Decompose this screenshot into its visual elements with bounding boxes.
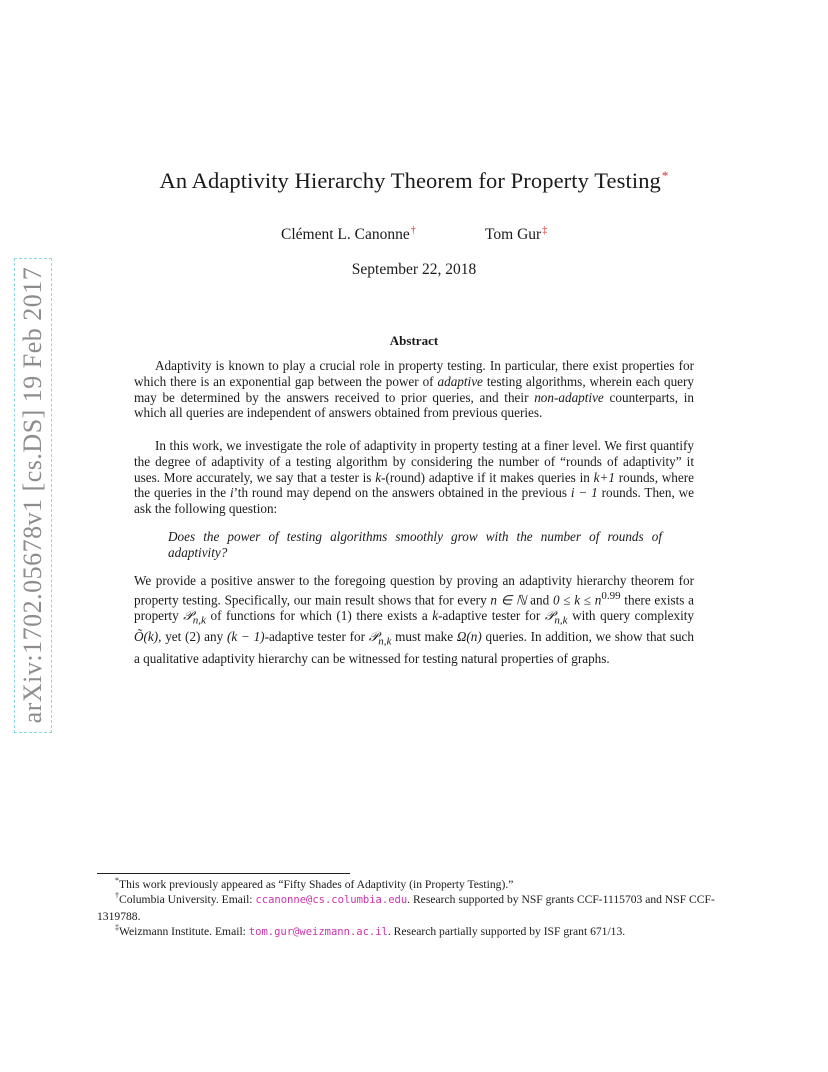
text-run: with query complexity: [567, 607, 694, 623]
math-k-plus-1: k+1: [593, 469, 615, 485]
text-run: We provide a positive answer to the foregoing question by proving an adaptivity hierarchy theorem for property testing. Specifically, our main result shows that for every: [134, 573, 694, 608]
math-k-range: 0 ≤ k ≤ n: [552, 592, 602, 608]
paper-title-text: An Adaptivity Hierarchy Theorem for Property Testing: [159, 168, 661, 193]
footnote-text: . Research partially supported by ISF grant 671/13.: [387, 924, 626, 938]
text-run: rounds, where the queries in the: [134, 469, 694, 501]
math-property-P: 𝒫: [544, 607, 555, 623]
math-subscript: n,k: [192, 614, 206, 627]
emphasis-adaptive: adaptive: [437, 373, 483, 389]
text-run: there exists a property: [134, 592, 694, 623]
abstract-paragraph-2: [134, 438, 694, 517]
text-run: -(round) adaptive if it makes queries in: [381, 469, 594, 485]
footnote-mark: †: [115, 891, 119, 901]
footnote-1: [97, 877, 731, 892]
author-name: Clément L. Canonne: [281, 226, 410, 243]
text-run: counterparts, in which all queries are independent of answers obtained from previous queries.: [134, 389, 694, 421]
text-run: rounds. Then, we ask the following question:: [134, 485, 694, 517]
footnote-divider: [97, 873, 350, 874]
publication-date: September 22, 2018: [351, 261, 477, 278]
math-k-minus-1: (k − 1): [226, 629, 265, 645]
research-question: Does the power of testing algorithms smoothly grow with the number of rounds of adaptivity?: [168, 529, 662, 560]
footnote-text: Weizmann Institute. Email:: [119, 924, 249, 938]
math-subscript: n,k: [554, 614, 568, 627]
abstract-paragraph-3: [134, 573, 694, 667]
title-footnote-mark[interactable]: *: [661, 167, 669, 183]
text-run: -adaptive tester for: [438, 607, 545, 623]
text-run: -adaptive tester for: [264, 629, 369, 645]
math-property-P: 𝒫: [368, 629, 379, 645]
text-run: must make: [391, 629, 457, 645]
footnote-3: [97, 924, 731, 940]
math-i-minus-1: i − 1: [570, 485, 598, 501]
footnote-mark: *: [115, 876, 119, 886]
math-query-complexity: Õ(k): [134, 629, 159, 645]
footnote-2: [97, 892, 731, 924]
text-run: queries. In addition, we show that such a qualitative adaptivity hierarchy can be witnessed for testing natural properties of graphs.: [134, 629, 694, 666]
math-omega-n: Ω(n): [456, 629, 482, 645]
text-run: and: [526, 592, 553, 608]
author-footnote-mark[interactable]: †: [410, 224, 416, 236]
math-n-in-N: n ∈ ℕ: [490, 592, 527, 608]
text-run: of functions for which (1) there exists a: [205, 607, 433, 623]
paper-title: [0, 168, 828, 194]
emphasis-non-adaptive: non-adaptive: [534, 389, 604, 405]
footnote-text: Columbia University. Email:: [119, 893, 256, 907]
footnote-text: This work previously appeared as “Fifty Shades of Adaptivity (in Property Testing).”: [119, 878, 514, 891]
author-name: Tom Gur: [485, 226, 542, 243]
math-i: i: [229, 485, 234, 501]
math-subscript: n,k: [378, 636, 392, 649]
text-run: In this work, we investigate the role of adaptivity in property testing at a finer level. We first quantify the degree of adaptivity of a testing algorithm by considering the number of “rounds of adaptivity” it uses. More accurately, we say that a tester is: [134, 438, 694, 485]
email-link[interactable]: tom.gur@weizmann.ac.il: [248, 925, 388, 938]
math-property-P: 𝒫: [183, 607, 193, 623]
footnote-mark: ‡: [115, 923, 119, 933]
math-k: k: [375, 469, 382, 485]
abstract-paragraph-1: [134, 358, 694, 421]
author-footnote-mark[interactable]: ‡: [542, 224, 548, 236]
text-run: , yet (2) any: [158, 629, 227, 645]
text-run: ’th round may depend on the answers obtained in the previous: [233, 485, 571, 501]
footnotes: [97, 877, 731, 940]
math-k: k: [432, 607, 439, 623]
text-run: Adaptivity is known to play a crucial role in property testing. In particular, there exist properties for which there is an exponential gap between the power of: [134, 358, 694, 389]
math-exponent: 0.99: [601, 589, 621, 602]
abstract-heading: Abstract: [389, 333, 439, 348]
author-gur: [485, 226, 547, 244]
text-run: testing algorithms, wherein each query may be determined by the answers received to prior queries, and their: [134, 373, 695, 405]
footnote-text: . Research supported by NSF grants CCF-1115703 and NSF CCF-1319788.: [97, 893, 715, 923]
author-canonne: [281, 226, 416, 244]
arxiv-identifier[interactable]: arXiv:1702.05678v1 [cs.DS] 19 Feb 2017: [18, 266, 47, 724]
email-link[interactable]: ccanonne@cs.columbia.edu: [255, 894, 408, 907]
